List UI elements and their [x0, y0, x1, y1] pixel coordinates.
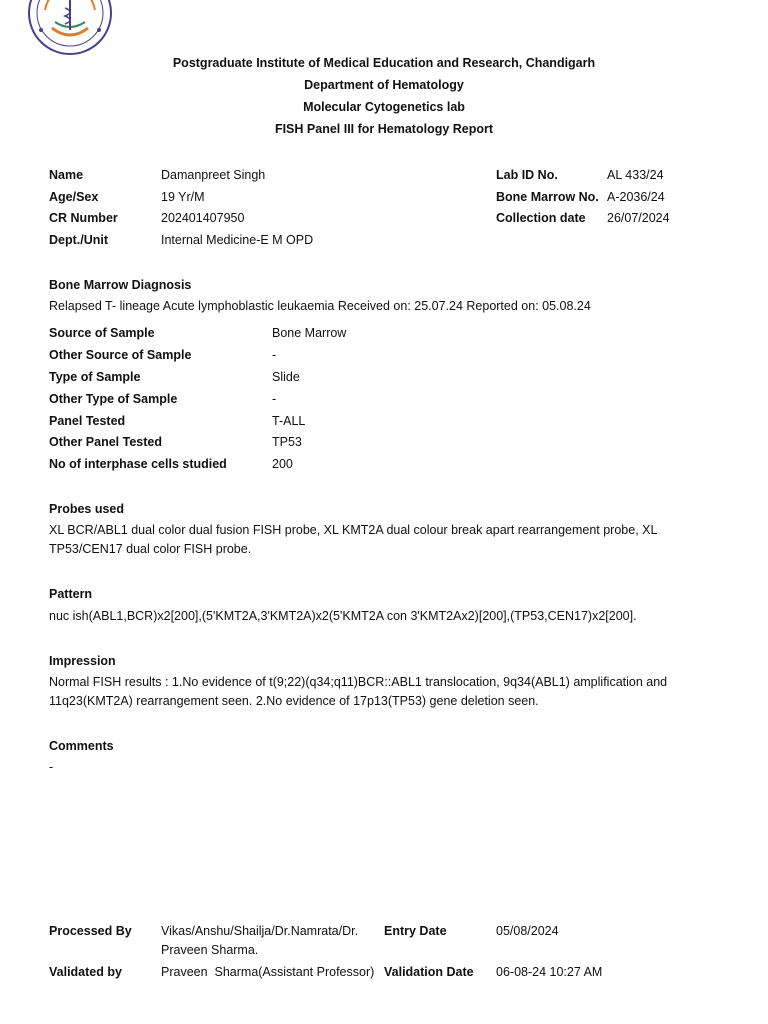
sample-row-value: TP53 [272, 435, 302, 449]
pattern-text: nuc ish(ABL1,BCR)x2[200],(5'KMT2A,3'KMT2A)x2(5'KMT2A con 3'KMT2Ax2)[200],(TP53,CEN17)x2[200]. [49, 609, 637, 623]
processed-by-label: Processed By [49, 924, 132, 938]
sample-row-value: 200 [272, 457, 293, 471]
department-name: Department of Hematology [304, 78, 464, 92]
validation-date: 06-08-24 10:27 AM [496, 965, 603, 979]
sample-row-value: - [272, 392, 277, 406]
name-label: Name [49, 168, 84, 182]
impression-heading: Impression [49, 654, 116, 668]
labid-label: Lab ID No. [496, 168, 558, 182]
probes-heading: Probes used [49, 502, 125, 516]
entry-date-label: Entry Date [384, 924, 447, 938]
comments-heading: Comments [49, 739, 114, 753]
lab-id: AL 433/24 [607, 168, 664, 182]
sample-row-value: Slide [272, 370, 300, 384]
cr-number: 202401407950 [161, 211, 245, 225]
agesex-label: Age/Sex [49, 190, 99, 204]
validated-by-label: Validated by [49, 965, 122, 979]
sample-row-label: Type of Sample [49, 370, 141, 384]
patient-name: Damanpreet Singh [161, 168, 266, 182]
sample-row-label: No of interphase cells studied [49, 457, 227, 471]
sample-row-label: Other Source of Sample [49, 348, 192, 362]
diagnosis-heading: Bone Marrow Diagnosis [49, 278, 192, 292]
bone-marrow-no: A-2036/24 [607, 190, 665, 204]
entry-date: 05/08/2024 [496, 924, 559, 938]
collection-date: 26/07/2024 [607, 211, 670, 225]
validated-by: Praveen Sharma(Assistant Professor) [161, 965, 375, 979]
processed-by-line1: Vikas/Anshu/Shailja/Dr.Namrata/Dr. [161, 924, 359, 938]
cr-label: CR Number [49, 211, 118, 225]
impression-text: Normal FISH results : 1.No evidence of t(9;22)(q34;q11)BCR::ABL1 translocation, 9q34(ABL1) amplification and 11q23(KMT2A) rearrangement seen. 2.No evidence of 17p13(TP53) gene deletion seen. [49, 675, 668, 708]
sample-row-label: Other Type of Sample [49, 392, 178, 406]
institute-name: Postgraduate Institute of Medical Education and Research, Chandigarh [172, 56, 596, 70]
pattern-heading: Pattern [49, 587, 93, 601]
patient-agesex: 19 Yr/M [161, 190, 205, 204]
sample-row-value: T-ALL [272, 414, 306, 428]
validation-date-label: Validation Date [384, 965, 474, 979]
dept-unit: Internal Medicine-E M OPD [161, 233, 314, 247]
collection-label: Collection date [496, 211, 586, 225]
institute-logo [27, 0, 113, 56]
sample-row-label: Source of Sample [49, 326, 155, 340]
sample-row-value: Bone Marrow [272, 326, 347, 340]
sample-row-label: Other Panel Tested [49, 435, 162, 449]
sample-row-value: - [272, 348, 277, 362]
lab-name: Molecular Cytogenetics lab [303, 100, 465, 114]
processed-by-line2: Praveen Sharma. [161, 943, 259, 957]
report-title: FISH Panel III for Hematology Report [274, 122, 494, 136]
sample-row-label: Panel Tested [49, 414, 126, 428]
comments-text: - [49, 760, 54, 774]
diagnosis-text: Relapsed T- lineage Acute lymphoblastic leukaemia Received on: 25.07.24 Reported on: 05.08.24 [49, 299, 591, 313]
bm-label: Bone Marrow No. [496, 190, 599, 204]
dept-label: Dept./Unit [49, 233, 109, 247]
probes-text: XL BCR/ABL1 dual color dual fusion FISH probe, XL KMT2A dual colour break apart rearrangement probe, XL TP53/CEN17 dual color FISH probe. [49, 523, 657, 556]
